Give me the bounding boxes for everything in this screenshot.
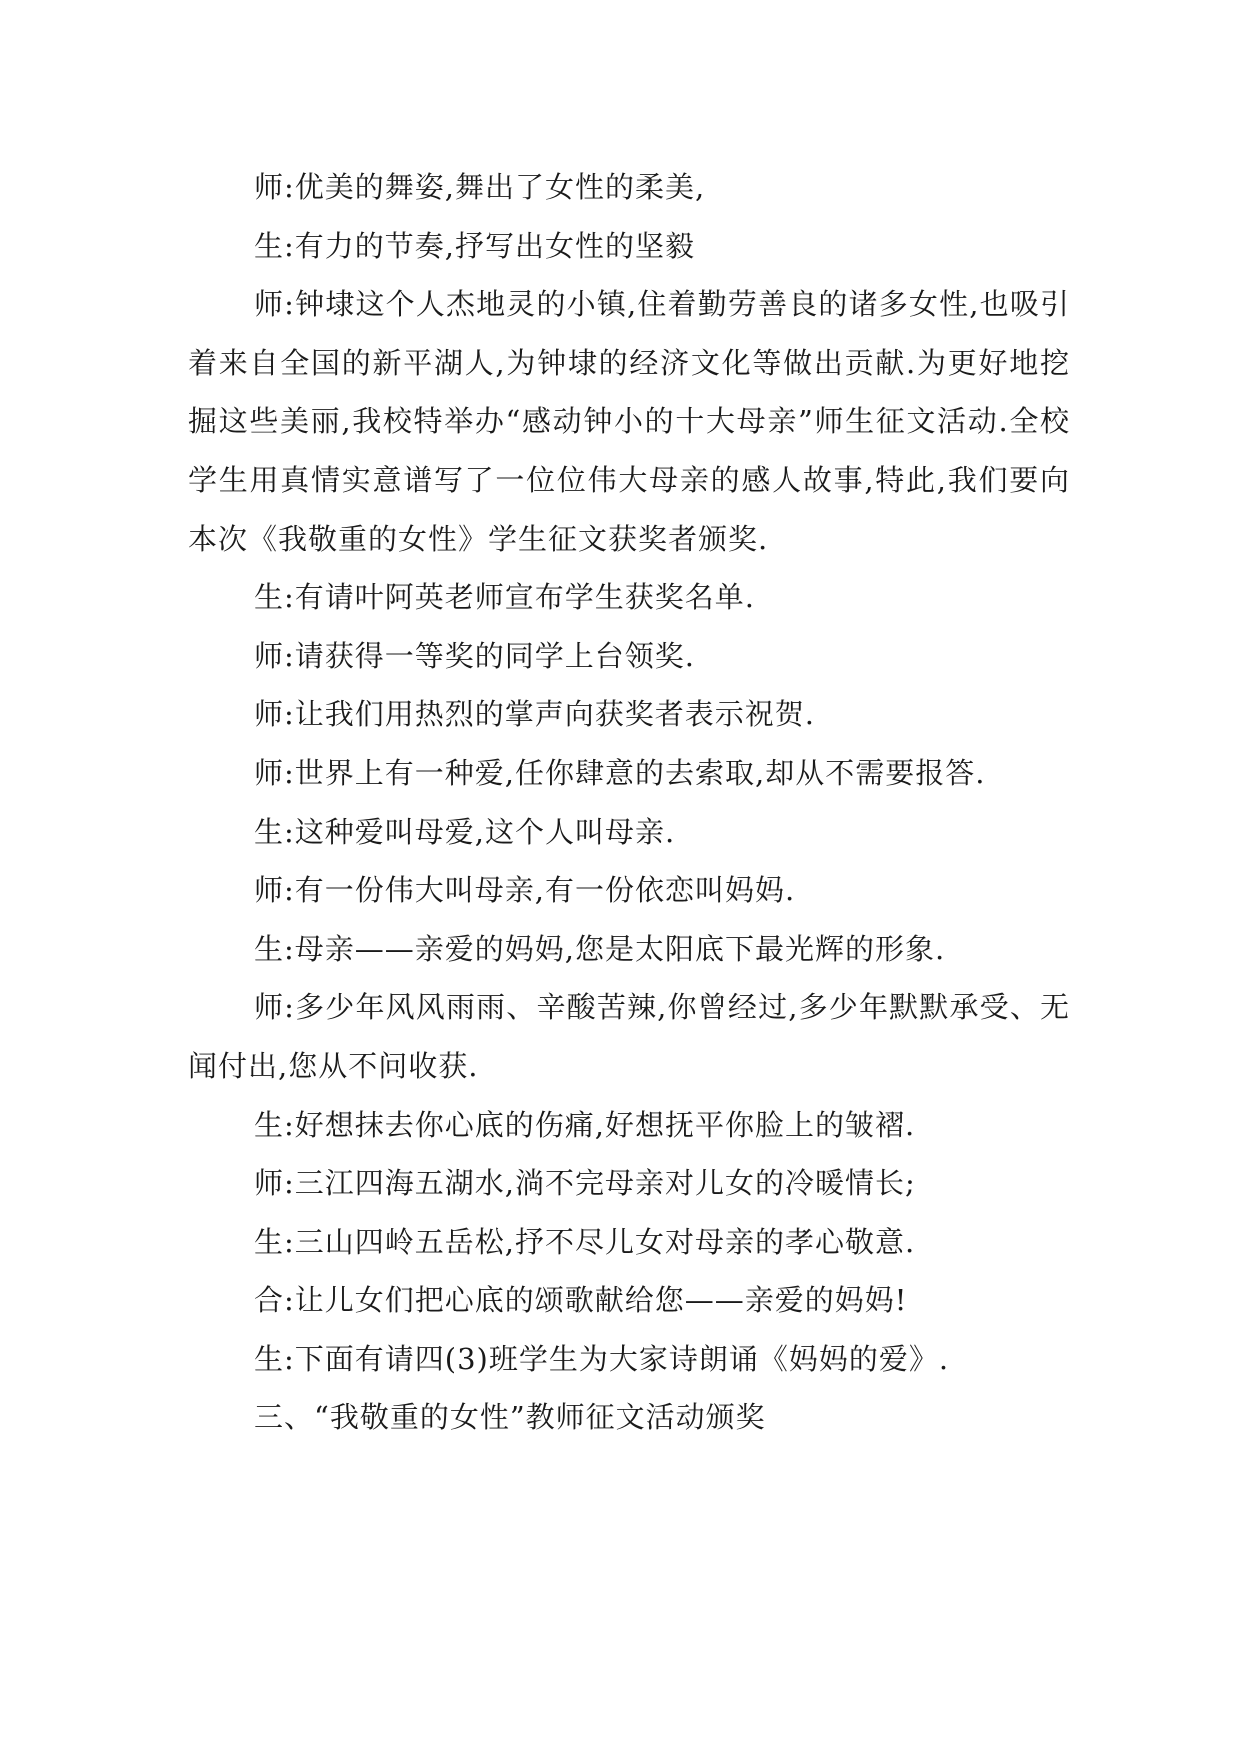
paragraph-teacher-line: 师:让我们用热烈的掌声向获奖者表示祝贺. xyxy=(254,697,815,732)
paragraph-student-line: 生:好想抹去你心底的伤痛,好想抚平你脸上的皱褶. xyxy=(254,1107,916,1142)
paragraph-teacher-line: 师:多少年风风雨雨、辛酸苦辣,你曾经过,多少年默默承受、无闻付出,您从不问收获. xyxy=(188,990,1070,1083)
paragraph-student-line: 生:三山四岭五岳松,抒不尽儿女对母亲的孝心敬意. xyxy=(254,1224,916,1259)
paragraph-student-line: 生:这种爱叫母爱,这个人叫母亲. xyxy=(254,814,676,849)
paragraph-teacher-line: 师:请获得一等奖的同学上台领奖. xyxy=(254,638,695,673)
paragraph-student-line: 生:有力的节奏,抒写出女性的坚毅 xyxy=(254,228,695,263)
paragraph-student-line: 生:下面有请四(3)班学生为大家诗朗诵《妈妈的爱》. xyxy=(254,1341,950,1376)
document-body xyxy=(188,158,1070,1447)
paragraph-teacher-intro: 师:钟埭这个人杰地灵的小镇,住着勤劳善良的诸多女性,也吸引着来自全国的新平湖人,为钟埭的经济文化等做出贡献.为更好地挖掘这些美丽,我校特举办“感动钟小的十大母亲”师生征文活动.全校学生用真情实意谱写了一位位伟大母亲的感人故事,特此,我们要向本次《我敬重的女性》学生征文获奖者颁奖. xyxy=(188,287,1070,556)
paragraph-teacher-line: 师:世界上有一种爱,任你肆意的去索取,却从不需要报答. xyxy=(254,755,986,790)
paragraph-teacher-line: 师:有一份伟大叫母亲,有一份依恋叫妈妈. xyxy=(254,873,796,908)
paragraph-student-line: 生:母亲——亲爱的妈妈,您是太阳底下最光辉的形象. xyxy=(254,931,946,966)
paragraph-student-line: 生:有请叶阿英老师宣布学生获奖名单. xyxy=(254,580,755,615)
section-heading: 三、“我敬重的女性”教师征文活动颁奖 xyxy=(254,1400,766,1435)
paragraph-teacher-line: 师:优美的舞姿,舞出了女性的柔美, xyxy=(254,170,706,204)
paragraph-chorus-line: 合:让儿女们把心底的颂歌献给您——亲爱的妈妈! xyxy=(254,1283,908,1318)
paragraph-teacher-line: 师:三江四海五湖水,淌不完母亲对儿女的冷暖情长; xyxy=(254,1166,916,1201)
